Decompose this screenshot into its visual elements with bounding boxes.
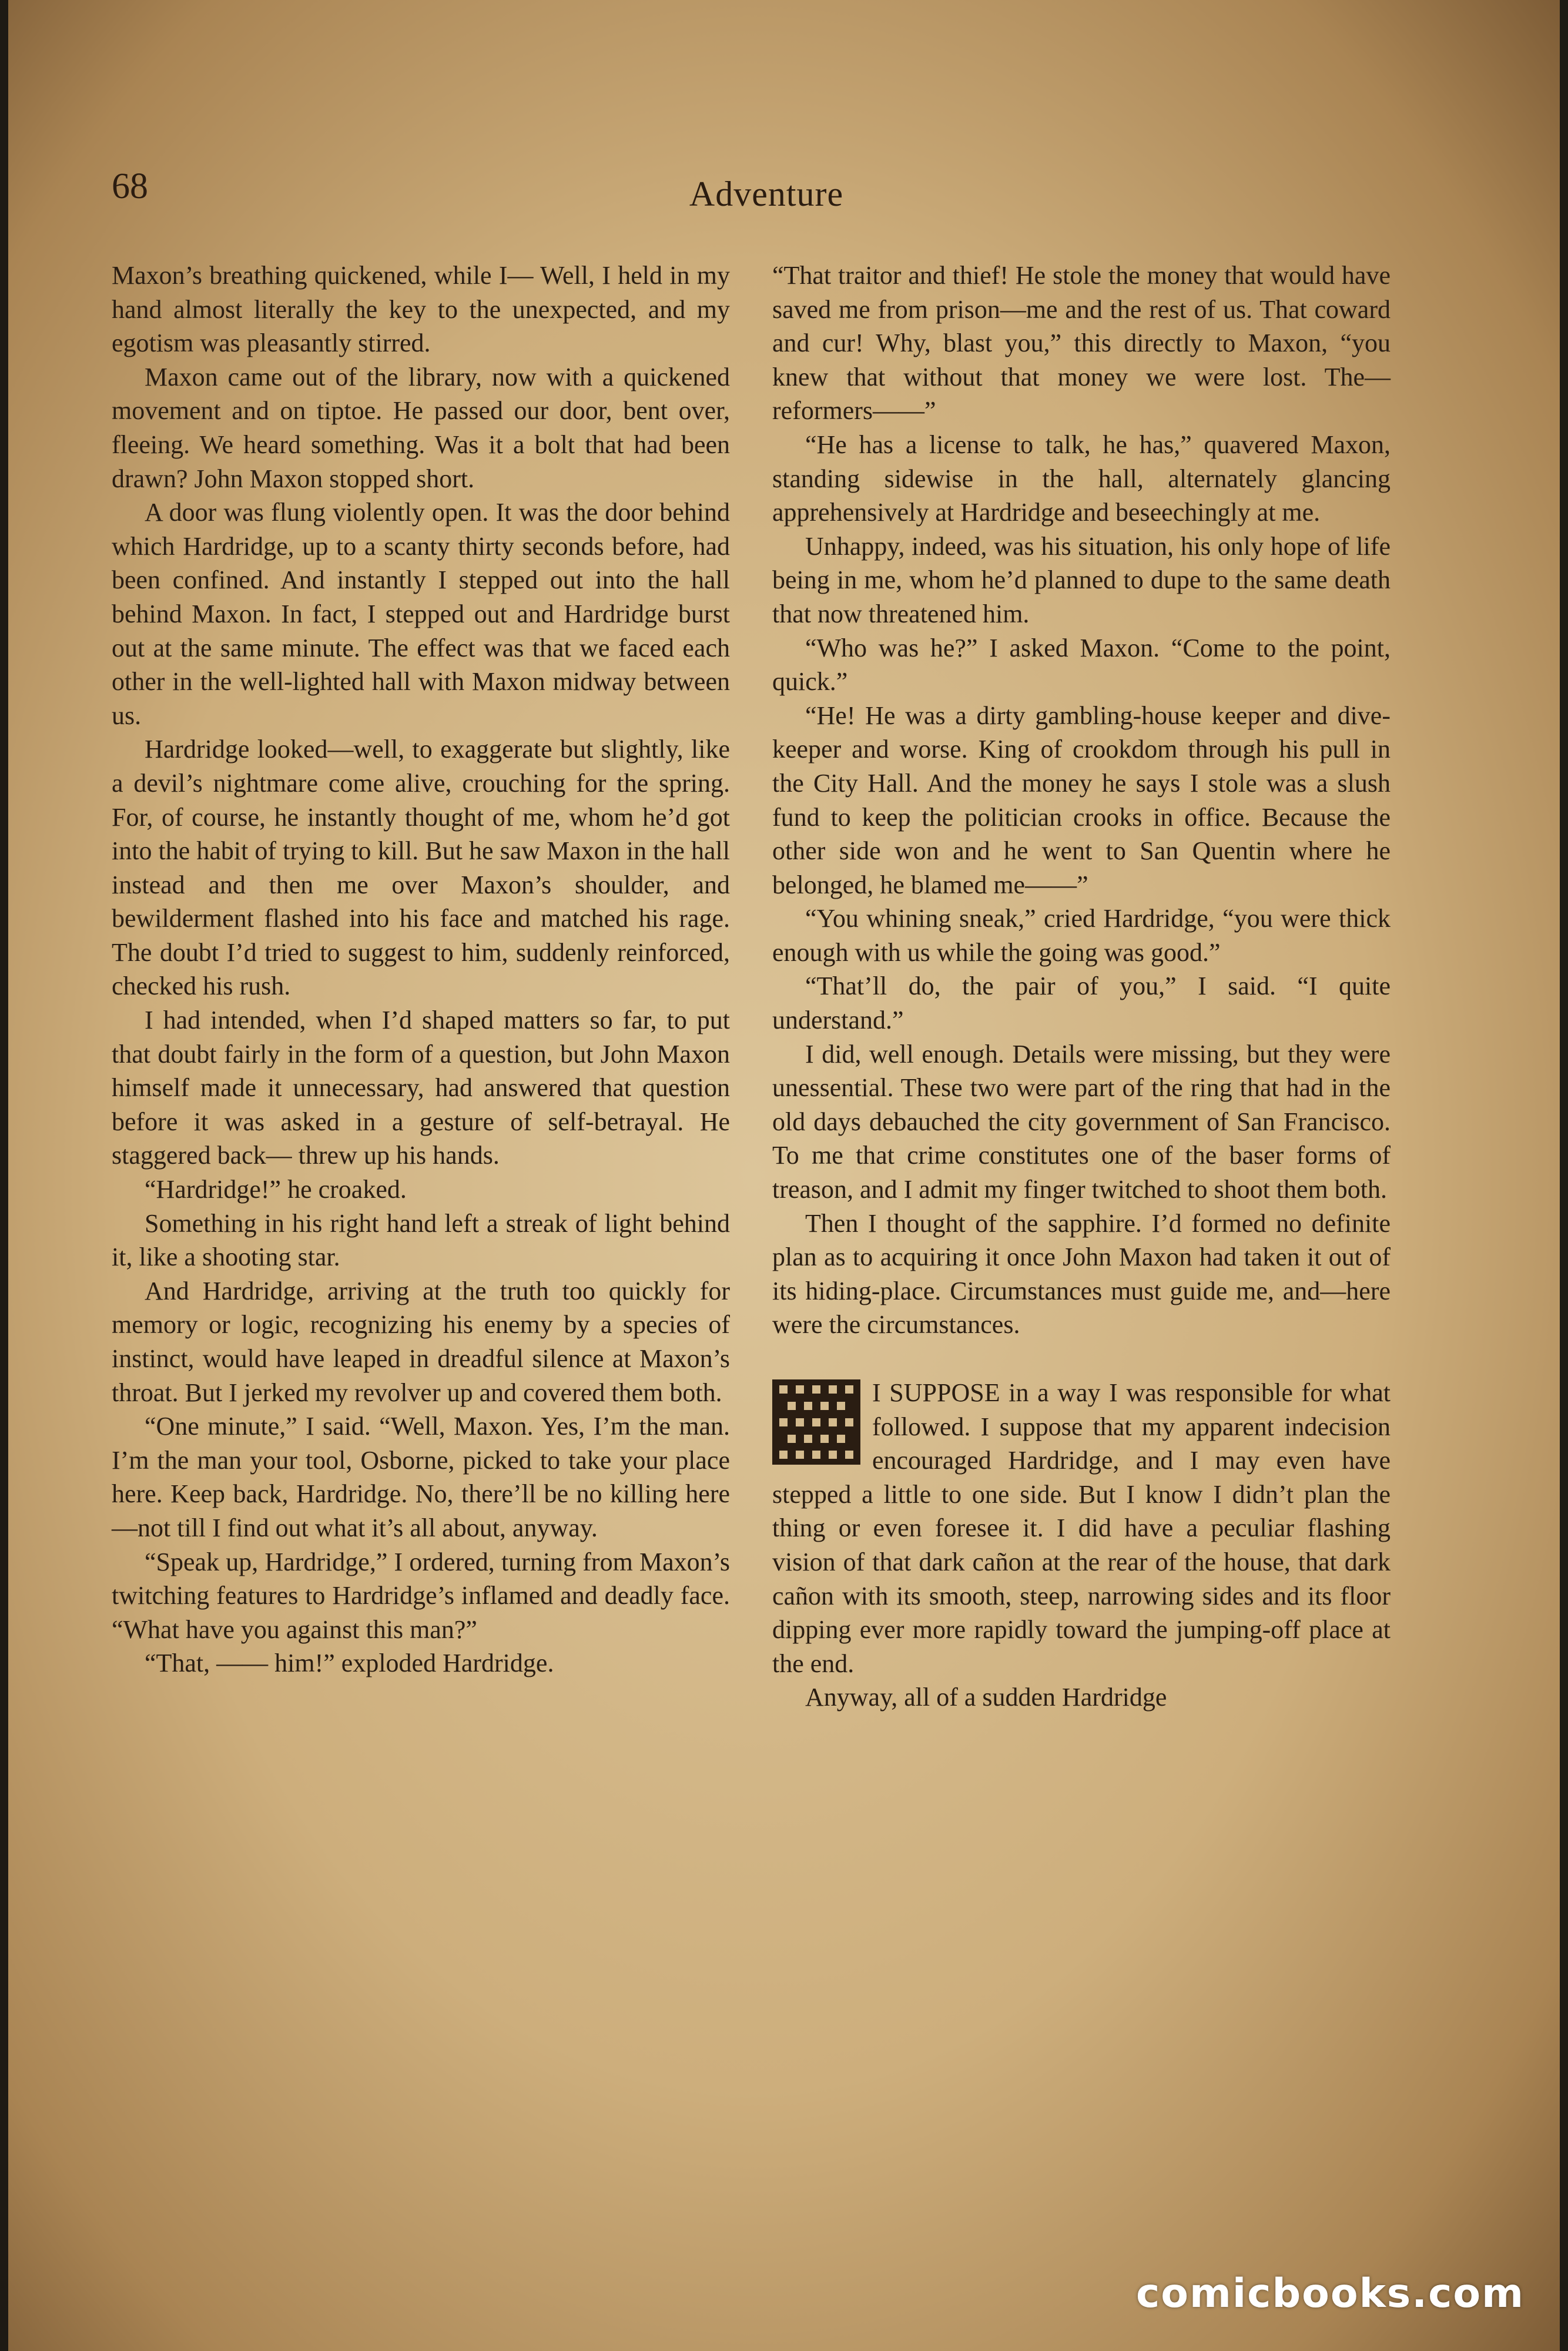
paragraph: “One minute,” I said. “Well, Maxon. Yes, I’m the man. I’m the man your tool, Osborne, picked to take your place here. Keep back, Hardridge. No, there’ll be no killing here—not till I find out what it’s all about, anyway.	[112, 1412, 730, 1542]
paragraph: I SUPPOSE in a way I was responsible for what followed. I suppose that my apparent indecision encouraged Hardridge, and I may even have stepped a little to one side. But I know I didn’t plan the thing or even foresee it. I did have a peculiar flashing vision of that dark cañon at the rear of the house, that dark cañon with its smooth, steep, narrowing sides and its floor dipping ever more rapidly toward the jumping-off place at the end.	[772, 1378, 1391, 1678]
magazine-page	[8, 0, 1560, 2351]
paragraph: Anyway, all of a sudden Hardridge	[805, 1683, 1167, 1712]
watermark: comicbooks.com	[1135, 2270, 1525, 2317]
paragraph: “Who was he?” I asked Maxon. “Come to the point, quick.”	[772, 633, 1391, 696]
paragraph: “He! He was a dirty gambling-house keeper and dive-keeper and worse. King of crookdom through his pull in the City Hall. And the money he says I stole was a slush fund to keep the politician crooks in office. Because the other side won and he went to San Quentin where he belonged, he blamed me——”	[772, 701, 1391, 899]
paragraph: I had intended, when I’d shaped matters so far, to put that doubt fairly in the form of a question, but John Maxon himself made it unnecessary, had answered that question before it was asked in a gesture of self-betrayal. He staggered back— threw up his hands.	[112, 1006, 730, 1170]
paragraph: Hardridge looked—well, to exaggerate but slightly, like a devil’s nightmare come alive, crouching for the spring. For, of course, he instantly thought of me, whom he’d got into the habit of trying to kill. But he saw Maxon in the hall instead and then me over Maxon’s shoulder, and bewilderment flashed into his face and matched his rage. The doubt I’d tried to suggest to him, suddenly reinforced, checked his rush.	[112, 735, 730, 1001]
paragraph: “Speak up, Hardridge,” I ordered, turning from Maxon’s twitching features to Hardridge’s inflamed and deadly face. “What have you against this man?”	[112, 1547, 730, 1644]
paragraph: “He has a license to talk, he has,” quavered Maxon, standing sidewise in the hall, alternately glancing apprehensively at Hardridge and beseechingly at me.	[772, 430, 1391, 527]
page-number: 68	[112, 166, 148, 206]
paragraph: “That, —— him!” exploded Hardridge.	[145, 1649, 554, 1678]
section-break	[772, 1342, 1391, 1376]
paragraph: A door was flung violently open. It was the door behind which Hardridge, up to a scanty thirty seconds before, had been confined. And instantly I stepped out into the hall behind Maxon. In fact, I stepped out and Hardridge burst out at the same minute. The effect was that we faced each other in the well-lighted hall with Maxon midway between us.	[112, 498, 730, 730]
paragraph: Unhappy, indeed, was his situation, his only hope of life being in me, whom he’d planned to dupe to the same death that now threatened him.	[772, 531, 1391, 628]
paragraph: “Hardridge!” he croaked.	[145, 1175, 407, 1204]
paragraph: Something in his right hand left a streak of light behind it, like a shooting star.	[112, 1208, 730, 1272]
paragraph: And Hardridge, arriving at the truth too quickly for memory or logic, recognizing his enemy by a species of instinct, would have leaped in dreadful silence at Maxon’s throat. But I jerked my revolver up and covered them both.	[112, 1276, 730, 1407]
new-section	[772, 1376, 1391, 1714]
paragraph: Maxon’s breathing quickened, while I— Well, I held in my hand almost literally the key to the unexpected, and my egotism was pleasantly stirred.	[112, 261, 730, 358]
paragraph: “That’ll do, the pair of you,” I said. “I quite understand.”	[772, 972, 1391, 1035]
paragraph: “That traitor and thief! He stole the money that would have saved me from prison—me and the rest of us. That coward and cur! Why, blast you,” this directly to Maxon, “you knew that without that money we were lost. The—reformers——”	[772, 261, 1391, 426]
right-column	[772, 259, 1391, 1714]
paragraph: I did, well enough. Details were missing, but they were unessential. These two were part of the ring that had in the old days debauched the city government of San Francisco. To me that crime constitutes one of the baser forms of treason, and I admit my finger twitched to shoot them both.	[772, 1039, 1391, 1204]
paragraph: Maxon came out of the library, now with a quickened movement and on tiptoe. He passed our door, bent over, fleeing. We heard something. Was it a bolt that had been drawn? John Maxon stopped short.	[112, 362, 730, 493]
checkered-ornament-icon	[772, 1379, 860, 1465]
paragraph: Then I thought of the sapphire. I’d formed no definite plan as to acquiring it once John Maxon had taken it out of its hiding-place. Circumstances must guide me, and—here were the circumstances.	[772, 1208, 1391, 1339]
running-head: Adventure	[689, 175, 844, 213]
left-column	[112, 259, 730, 1680]
paragraph: “You whining sneak,” cried Hardridge, “you were thick enough with us while the going was good.”	[772, 904, 1391, 967]
